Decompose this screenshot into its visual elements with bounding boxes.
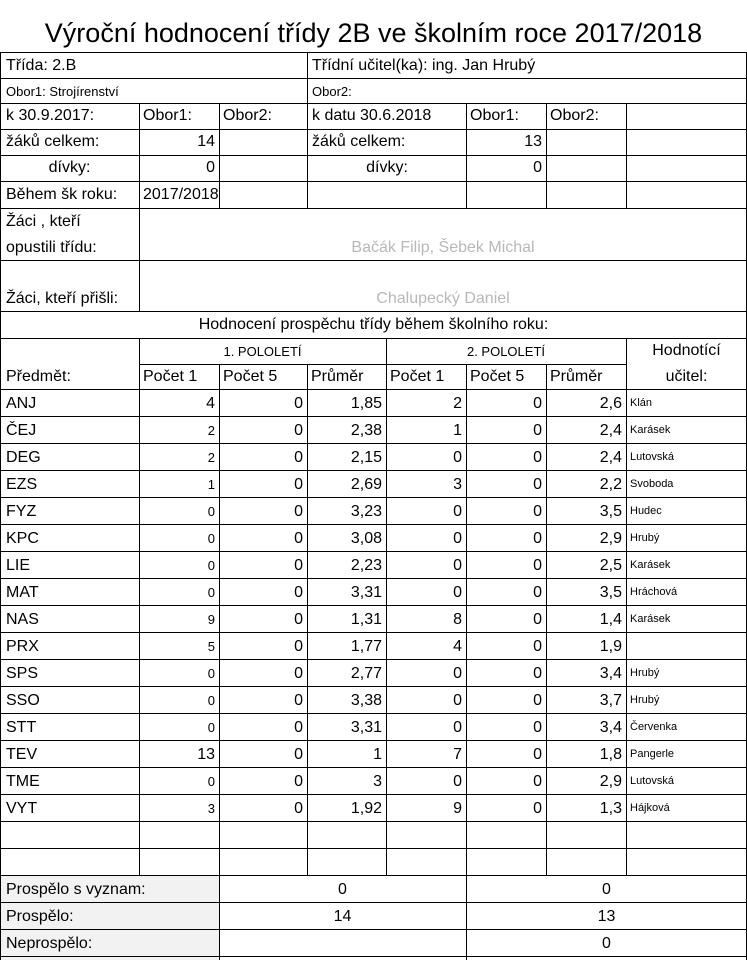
grade-cell bbox=[139, 822, 219, 849]
grid-line bbox=[546, 364, 547, 876]
summary-sem1: 0 bbox=[338, 880, 347, 898]
page-title: Výroční hodnocení třídy 2B ve školním roce 2017/2018 bbox=[44, 17, 703, 48]
subject-cell: FYZ bbox=[6, 502, 37, 520]
grade-cell bbox=[307, 849, 386, 876]
grade-cell: 0 bbox=[533, 421, 542, 439]
grid-line bbox=[0, 794, 747, 795]
grade-cell: 0 bbox=[294, 664, 303, 682]
grade-cell: 0 bbox=[453, 556, 462, 574]
grade-cell: 0 bbox=[207, 720, 215, 735]
subject-cell: EZS bbox=[6, 475, 38, 493]
grid-line bbox=[139, 208, 140, 311]
grade-cell: 0 bbox=[294, 637, 303, 655]
date-end-label: k datu 30.6.2018 bbox=[312, 107, 432, 124]
subject-cell: ANJ bbox=[6, 394, 37, 412]
subject-col-header: Předmět: bbox=[6, 368, 71, 385]
subject-cell: KPC bbox=[6, 529, 39, 547]
obor1-end-label: Obor1: bbox=[470, 107, 519, 124]
grade-cell: 0 bbox=[294, 475, 303, 493]
grid-line bbox=[626, 338, 627, 876]
subject-cell bbox=[2, 849, 137, 876]
grade-cell: 0 bbox=[533, 745, 542, 763]
grid-line bbox=[307, 52, 308, 208]
teacher-cell: Hrubý bbox=[630, 694, 660, 706]
grid-line bbox=[0, 524, 747, 525]
subject-cell: TME bbox=[6, 772, 40, 790]
grid-line bbox=[0, 875, 747, 876]
grade-cell: 0 bbox=[207, 666, 215, 681]
grade-cell: 1,31 bbox=[350, 610, 382, 628]
grade-cell bbox=[386, 822, 466, 849]
grade-cell: 4 bbox=[453, 637, 462, 655]
grid-line bbox=[139, 364, 626, 365]
grid-line bbox=[0, 311, 747, 312]
grid-line bbox=[0, 551, 747, 552]
subject-cell: PRX bbox=[6, 637, 39, 655]
grade-cell: 0 bbox=[207, 504, 215, 519]
grade-cell: 0 bbox=[453, 772, 462, 790]
grade-cell bbox=[139, 849, 219, 876]
grade-cell: 0 bbox=[453, 664, 462, 682]
grade-cell bbox=[307, 822, 386, 849]
grade-cell: 0 bbox=[533, 529, 542, 547]
col-header-6: Průměr bbox=[550, 368, 603, 385]
grid-line bbox=[0, 902, 747, 903]
grade-cell: 2,23 bbox=[350, 556, 382, 574]
subject-cell: SSO bbox=[6, 691, 40, 709]
col-header-3: Průměr bbox=[311, 368, 364, 385]
left-students-label: Žáci , kteří opustili třídu: bbox=[6, 213, 97, 256]
grid-line bbox=[219, 364, 220, 876]
teacher-cell: Hrubý bbox=[630, 532, 660, 544]
grade-cell: 2,77 bbox=[350, 664, 382, 682]
grid-line bbox=[466, 103, 467, 208]
col-header-2: Počet 5 bbox=[223, 368, 278, 385]
grade-cell: 0 bbox=[294, 529, 303, 547]
grid-line bbox=[139, 338, 140, 876]
grade-cell: 0 bbox=[533, 475, 542, 493]
grade-cell: 1,8 bbox=[599, 745, 622, 763]
summary-label: Prospělo: bbox=[6, 907, 74, 925]
grade-cell: 13 bbox=[197, 745, 215, 763]
subject-cell: TEV bbox=[6, 745, 38, 763]
grid-line bbox=[0, 52, 747, 53]
grade-cell: 0 bbox=[533, 664, 542, 682]
subject-cell: NAS bbox=[6, 610, 39, 628]
grid-line bbox=[0, 956, 747, 957]
col-header-1: Počet 1 bbox=[143, 368, 198, 385]
grid-line bbox=[0, 338, 747, 339]
grade-cell: 1,92 bbox=[350, 799, 382, 817]
grid-line bbox=[0, 470, 747, 471]
grid-line bbox=[626, 103, 627, 208]
grade-cell: 2,69 bbox=[350, 475, 382, 493]
grade-cell: 0 bbox=[533, 772, 542, 790]
girls-end-label: dívky: bbox=[366, 159, 408, 176]
grade-cell: 0 bbox=[294, 448, 303, 466]
grid-line bbox=[0, 659, 747, 660]
grid-line bbox=[466, 876, 467, 960]
semester1-header: 1. POLOLETÍ bbox=[223, 343, 302, 359]
teacher-label: Třídní učitel(ka): ing. Jan Hrubý bbox=[312, 57, 536, 74]
grade-cell: 2 bbox=[453, 394, 462, 412]
eval-header: Hodnocení prospěchu třídy během školního roku: bbox=[198, 316, 549, 333]
grade-cell: 3,5 bbox=[599, 583, 622, 601]
grade-cell: 0 bbox=[294, 583, 303, 601]
grade-cell: 3,08 bbox=[350, 529, 382, 547]
grade-cell: 1,9 bbox=[599, 637, 622, 655]
grid-line bbox=[0, 632, 747, 633]
grid-line bbox=[139, 103, 140, 208]
grade-cell: 3,7 bbox=[599, 691, 622, 709]
grid-line bbox=[0, 155, 747, 156]
summary-sem1 bbox=[219, 930, 466, 957]
grade-cell: 1,3 bbox=[599, 799, 622, 817]
grade-cell: 2,4 bbox=[599, 421, 622, 439]
grade-cell: 0 bbox=[294, 745, 303, 763]
total-start-label: žáků celkem: bbox=[6, 133, 100, 150]
grade-cell: 0 bbox=[453, 529, 462, 547]
grade-cell: 2,2 bbox=[599, 475, 622, 493]
grade-cell: 0 bbox=[207, 585, 215, 600]
grade-cell: 3 bbox=[207, 801, 215, 816]
grade-cell: 0 bbox=[294, 421, 303, 439]
total-end-label: žáků celkem: bbox=[312, 133, 406, 150]
grade-cell: 2 bbox=[207, 423, 215, 438]
grade-cell: 3,38 bbox=[350, 691, 382, 709]
grade-cell: 4 bbox=[206, 394, 215, 412]
teacher-cell: Karásek bbox=[630, 424, 671, 436]
grade-cell bbox=[219, 849, 307, 876]
teacher-cell: Lutovská bbox=[630, 775, 675, 787]
grid-line bbox=[0, 821, 747, 822]
girls-start-label: dívky: bbox=[48, 159, 91, 176]
grade-cell bbox=[466, 822, 546, 849]
grade-cell: 0 bbox=[533, 610, 542, 628]
grade-cell: 2 bbox=[207, 450, 215, 465]
grade-cell: 0 bbox=[533, 502, 542, 520]
grade-cell: 8 bbox=[453, 610, 462, 628]
teacher-cell bbox=[626, 849, 747, 876]
grade-cell: 0 bbox=[294, 610, 303, 628]
teacher-cell: Klán bbox=[630, 397, 653, 409]
total-start-value: 14 bbox=[197, 133, 215, 150]
subject-cell: DEG bbox=[6, 448, 41, 466]
summary-sem1: 14 bbox=[333, 907, 352, 925]
grade-cell: 1,77 bbox=[350, 637, 382, 655]
teacher-cell: Červenka bbox=[630, 721, 678, 733]
grade-cell bbox=[546, 849, 626, 876]
grade-cell: 0 bbox=[294, 772, 303, 790]
grade-cell: 0 bbox=[207, 693, 215, 708]
grade-cell: 0 bbox=[533, 448, 542, 466]
teacher-cell: Karásek bbox=[630, 613, 671, 625]
grade-cell: 2,5 bbox=[599, 556, 622, 574]
grade-cell: 3 bbox=[453, 475, 462, 493]
grade-cell: 0 bbox=[533, 637, 542, 655]
grade-cell bbox=[546, 822, 626, 849]
left-students-value: Bačák Filip, Šebek Michal bbox=[351, 239, 535, 256]
grid-line bbox=[0, 443, 747, 444]
grid-line bbox=[219, 103, 220, 208]
grid-line bbox=[0, 740, 747, 741]
grade-cell bbox=[466, 849, 546, 876]
grid-line bbox=[219, 876, 220, 960]
teacher-cell: Hrubý bbox=[630, 667, 660, 679]
teacher-cell: Hájková bbox=[630, 802, 670, 814]
grade-cell: 0 bbox=[533, 691, 542, 709]
grid-line bbox=[0, 389, 747, 390]
grade-cell: 2,15 bbox=[350, 448, 382, 466]
teacher-cell: Hráchová bbox=[630, 586, 678, 598]
teacher-cell: Pangerle bbox=[630, 748, 675, 760]
grade-cell: 1 bbox=[453, 421, 462, 439]
grade-cell bbox=[386, 849, 466, 876]
grade-cell: 2,9 bbox=[599, 529, 622, 547]
subject-cell bbox=[2, 822, 137, 849]
subject-cell: STT bbox=[6, 718, 37, 736]
grid-line bbox=[0, 713, 747, 714]
grade-cell: 0 bbox=[453, 502, 462, 520]
grade-cell: 0 bbox=[294, 394, 303, 412]
grade-cell: 1 bbox=[207, 477, 215, 492]
summary-label: Neprospělo: bbox=[6, 934, 93, 952]
summary-sem2: 13 bbox=[597, 907, 616, 925]
grade-cell: 0 bbox=[207, 558, 215, 573]
grade-cell: 0 bbox=[207, 531, 215, 546]
class-label: Třída: 2.B bbox=[6, 57, 77, 74]
girls-end-value: 0 bbox=[533, 159, 542, 176]
teacher-col-header: Hodnotící učitel: bbox=[652, 342, 721, 385]
grade-cell: 5 bbox=[207, 639, 215, 654]
grid-line bbox=[0, 103, 747, 104]
teacher-cell: Lutovská bbox=[630, 451, 675, 463]
subject-cell: SPS bbox=[6, 664, 39, 682]
grid-line bbox=[0, 848, 747, 849]
grade-cell: 0 bbox=[453, 718, 462, 736]
grade-cell: 1,85 bbox=[350, 394, 382, 412]
date-start-label: k 30.9.2017: bbox=[6, 107, 95, 124]
subject-cell: VYT bbox=[6, 799, 38, 817]
teacher-cell bbox=[626, 822, 747, 849]
grade-cell: 0 bbox=[453, 583, 462, 601]
grade-cell: 3,31 bbox=[350, 583, 382, 601]
grade-cell: 3,4 bbox=[599, 718, 622, 736]
grid-line bbox=[0, 578, 747, 579]
grade-cell: 3,23 bbox=[350, 502, 382, 520]
grade-cell: 0 bbox=[207, 774, 215, 789]
grid-line bbox=[386, 338, 387, 876]
grade-cell: 2,6 bbox=[599, 394, 622, 412]
summary-label: Prospělo s vyznam: bbox=[6, 880, 146, 898]
subject-cell: MAT bbox=[6, 583, 39, 601]
obor2-start-label: Obor2: bbox=[223, 107, 272, 124]
field2-label: Obor2: bbox=[312, 83, 352, 99]
came-students-label: Žáci, kteří přišli: bbox=[6, 290, 119, 307]
teacher-cell: Svoboda bbox=[630, 478, 674, 490]
grid-line bbox=[0, 260, 747, 261]
grade-cell: 0 bbox=[294, 799, 303, 817]
subject-cell: LIE bbox=[6, 556, 31, 574]
grade-cell: 0 bbox=[533, 394, 542, 412]
grade-cell: 0 bbox=[294, 556, 303, 574]
grid-line bbox=[0, 929, 747, 930]
grade-cell: 2,4 bbox=[599, 448, 622, 466]
grade-cell: 0 bbox=[533, 583, 542, 601]
teacher-cell bbox=[626, 633, 747, 660]
grade-cell: 3,31 bbox=[350, 718, 382, 736]
col-header-4: Počet 1 bbox=[390, 368, 445, 385]
field1-label: Obor1: Strojírenství bbox=[6, 83, 119, 99]
girls-start-value: 0 bbox=[206, 159, 215, 176]
obor1-start-label: Obor1: bbox=[143, 107, 192, 124]
summary-sem2: 0 bbox=[602, 880, 611, 898]
grade-cell: 2,38 bbox=[350, 421, 382, 439]
grade-cell: 9 bbox=[207, 612, 215, 627]
grade-cell: 3,4 bbox=[599, 664, 622, 682]
grade-cell: 1 bbox=[373, 745, 382, 763]
teacher-cell: Hudec bbox=[630, 505, 662, 517]
grid-line bbox=[307, 364, 308, 876]
came-students-value: Chalupecký Daniel bbox=[376, 290, 510, 307]
grade-cell: 9 bbox=[453, 799, 462, 817]
grid-line bbox=[0, 129, 747, 130]
grid-line bbox=[0, 78, 747, 79]
total-end-value: 13 bbox=[524, 133, 542, 150]
grid-line bbox=[0, 52, 1, 960]
grade-cell: 0 bbox=[453, 691, 462, 709]
grid-line bbox=[0, 605, 747, 606]
grade-cell: 0 bbox=[294, 718, 303, 736]
grade-cell: 0 bbox=[294, 691, 303, 709]
grid-line bbox=[0, 208, 747, 209]
grade-cell: 2,9 bbox=[599, 772, 622, 790]
grid-line bbox=[0, 181, 747, 182]
grid-line bbox=[546, 103, 547, 208]
grade-cell: 0 bbox=[453, 448, 462, 466]
grid-line bbox=[0, 686, 747, 687]
grade-cell: 0 bbox=[533, 718, 542, 736]
during-label: Během šk roku: bbox=[6, 186, 118, 203]
during-value: 2017/2018 bbox=[143, 186, 219, 203]
grade-cell: 0 bbox=[533, 556, 542, 574]
grade-cell: 3,5 bbox=[599, 502, 622, 520]
grade-cell bbox=[219, 822, 307, 849]
semester2-header: 2. POLOLETÍ bbox=[466, 343, 546, 359]
grade-cell: 3 bbox=[373, 772, 382, 790]
grid-line bbox=[0, 767, 747, 768]
subject-cell: ČEJ bbox=[6, 421, 37, 439]
grid-line bbox=[466, 364, 467, 876]
summary-sem2: 0 bbox=[602, 934, 611, 952]
grade-cell: 7 bbox=[453, 745, 462, 763]
obor2-end-label: Obor2: bbox=[550, 107, 599, 124]
teacher-cell: Karásek bbox=[630, 559, 671, 571]
grid-line bbox=[0, 497, 747, 498]
col-header-5: Počet 5 bbox=[470, 368, 525, 385]
grade-cell: 1,4 bbox=[599, 610, 622, 628]
grade-cell: 0 bbox=[533, 799, 542, 817]
grade-cell: 0 bbox=[294, 502, 303, 520]
grid-line bbox=[0, 416, 747, 417]
